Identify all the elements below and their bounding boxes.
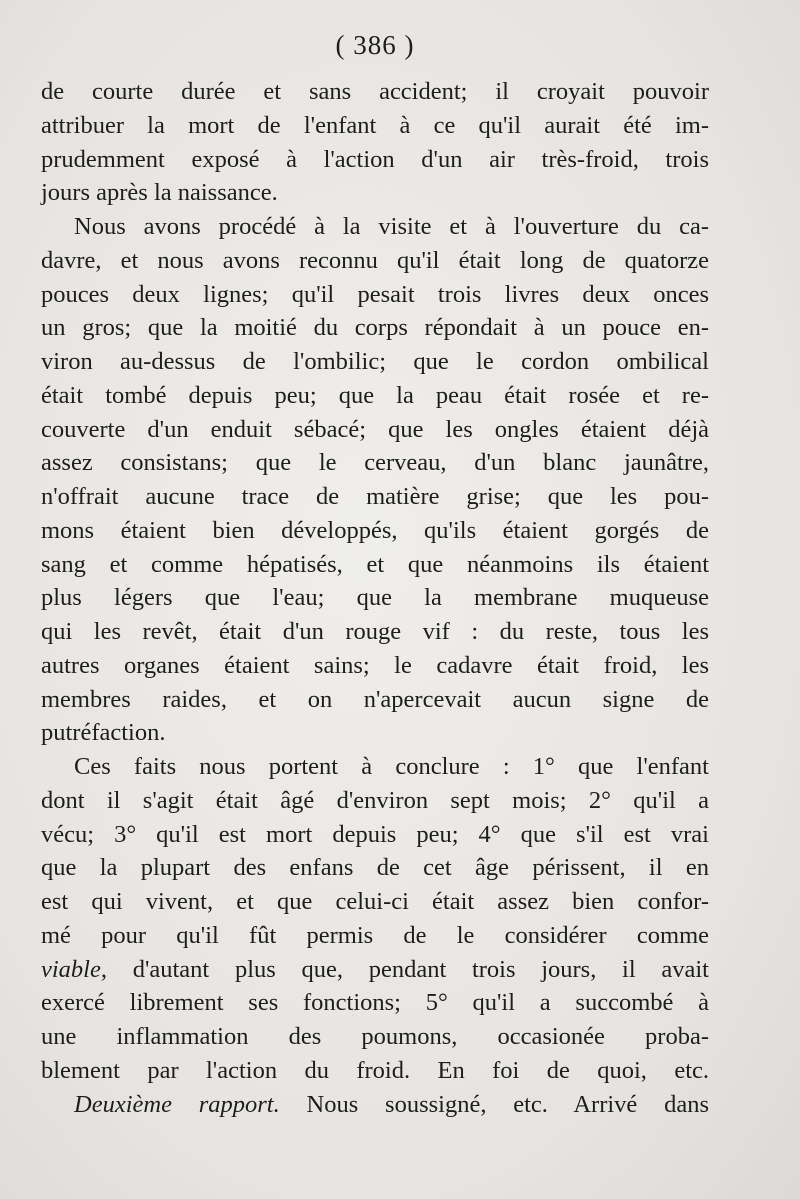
text-line: était tombé depuis peu; que la peau était rosée et re- bbox=[41, 381, 709, 409]
line-text: Nous soussigné, etc. Arrivé dans bbox=[279, 1090, 709, 1118]
text-line: de courte durée et sans accident; il croyait pouvoir bbox=[41, 78, 709, 105]
italic-text: Deuxième rapport. bbox=[74, 1090, 280, 1118]
text-line: plus légers que l'eau; que la membrane muqueuse bbox=[41, 584, 709, 612]
italic-text: viable bbox=[41, 955, 101, 983]
text-line: que la plupart des enfans de cet âge périssent, il en bbox=[41, 854, 709, 882]
text-line: dont il s'agit était âgé d'environ sept mois; 2° qu'il a bbox=[41, 786, 709, 814]
text-line: putréfaction. bbox=[41, 719, 166, 747]
text-line: sang et comme hépatisés, et que néanmoins ils étaient bbox=[41, 550, 709, 578]
page-number: ( 386 ) bbox=[335, 30, 415, 60]
text-line: attribuer la mort de l'enfant à ce qu'il aurait été im- bbox=[41, 111, 709, 139]
text-line: est qui vivent, et que celui-ci était assez bien confor- bbox=[41, 888, 709, 915]
body-text bbox=[41, 75, 709, 1121]
text-line: mé pour qu'il fût permis de le considérer comme bbox=[41, 921, 709, 949]
text-line: un gros; que la moitié du corps répondait à un pouce en- bbox=[41, 314, 709, 342]
text-line: Ces faits nous portent à conclure : 1° que l'enfant bbox=[74, 753, 709, 780]
text-line bbox=[41, 953, 709, 987]
text-line: n'offrait aucune trace de matière grise; que les pou- bbox=[41, 483, 709, 510]
text-line: blement par l'action du froid. En foi de quoi, etc. bbox=[41, 1056, 709, 1084]
text-line bbox=[41, 1088, 709, 1122]
text-line: davre, et nous avons reconnu qu'il était long de quatorze bbox=[41, 246, 709, 274]
text-line: autres organes étaient sains; le cadavre était froid, les bbox=[41, 651, 709, 679]
text-line: membres raides, et on n'apercevait aucun signe de bbox=[41, 685, 709, 713]
text-line: mons étaient bien développés, qu'ils étaient gorgés de bbox=[41, 516, 709, 544]
text-line: viron au-dessus de l'ombilic; que le cordon ombilical bbox=[41, 348, 709, 375]
text-line: exercé librement ses fonctions; 5° qu'il a succombé à bbox=[41, 989, 709, 1017]
text-line: assez consistans; que le cerveau, d'un blanc jaunâtre, bbox=[41, 449, 709, 477]
text-line: Nous avons procédé à la visite et à l'ouverture du ca- bbox=[74, 213, 709, 240]
line-text: , d'autant plus que, pendant trois jours, il avait bbox=[100, 955, 709, 983]
text-line: vécu; 3° qu'il est mort depuis peu; 4° que s'il est vrai bbox=[41, 820, 709, 848]
text-line: prudemment exposé à l'action d'un air très-froid, trois bbox=[41, 145, 709, 173]
text-line: jours après la naissance. bbox=[41, 179, 278, 207]
text-line: qui les revêt, était d'un rouge vif : du reste, tous les bbox=[41, 618, 709, 645]
text-line: une inflammation des poumons, occasionée proba- bbox=[41, 1023, 709, 1050]
text-line: couverte d'un enduit sébacé; que les ongles étaient déjà bbox=[41, 415, 709, 443]
text-line: pouces deux lignes; qu'il pesait trois livres deux onces bbox=[41, 280, 709, 308]
